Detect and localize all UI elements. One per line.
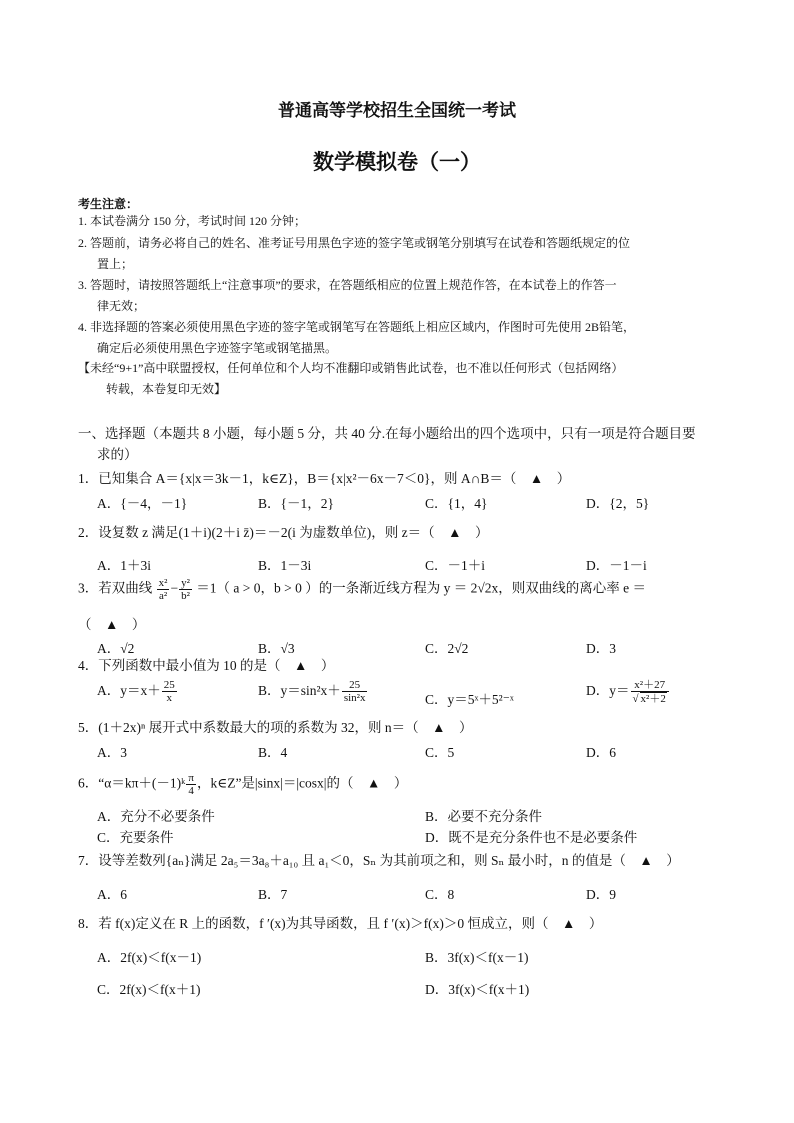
question-7-option-d[interactable]: D．9 <box>586 887 616 902</box>
question-5-option-c[interactable]: C．5 <box>425 745 455 760</box>
section-heading-cont: 求的） <box>97 447 138 462</box>
question-6-prefix: 6．“α＝kπ＋(－1)ᵏ <box>78 775 186 791</box>
question-1-option-b[interactable]: B．{－1，2} <box>258 496 334 511</box>
question-6-stem <box>78 772 407 797</box>
question-3-prefix: 3．若双曲线 <box>78 580 153 596</box>
notice-item-4: 4. 非选择题的答案必须使用黑色字迹的签字笔或钢笔写在答题纸上相应区域内，作图时可先使用 2B铅笔， <box>78 320 636 334</box>
question-3-option-d[interactable]: D．3 <box>586 641 616 656</box>
y-squared-over-b-squared: $\frac{\text{y²}}{\text{b²}}$ <box>181 577 190 602</box>
option-a-expr: A．y＝x＋ <box>97 683 161 698</box>
option-a-fraction: $\frac{25}{x}$ <box>163 679 175 705</box>
question-3-option-b[interactable]: B．√3 <box>258 641 295 656</box>
question-1-stem: 1．已知集合 A＝{x|x＝3k－1，k∈Z}，B＝{x|x²－6x－7＜0}，则 A∩B＝（ ▲ ） <box>78 471 571 486</box>
copyright-notice: 【未经“9+1”高中联盟授权，任何单位和个人均不准翻印或销售此试卷，也不准以任何形式（包括网络） <box>78 361 624 375</box>
question-5-option-d[interactable]: D．6 <box>586 745 616 760</box>
question-3-answer-slot: （ ▲ ） <box>78 617 146 632</box>
question-2-option-b[interactable]: B．1－3i <box>258 558 312 573</box>
option-b-fraction: $\frac{25}{\text{sin²x}}$ <box>343 679 366 705</box>
notice-item-4-cont: 确定后必须使用黑色字迹签字笔或钢笔描黑。 <box>97 341 338 355</box>
option-d-fraction: $\frac{\text{x²＋27}}{\text{√ x²＋2}}$ <box>631 679 669 705</box>
question-8-option-d[interactable]: D．3f(x)＜f(x＋1) <box>425 982 530 997</box>
option-d-expr: D．y＝ <box>586 683 630 699</box>
question-5-stem: 5．(1＋2x)ⁿ 展开式中系数最大的项的系数为 32，则 n＝（ ▲ ） <box>78 720 473 735</box>
option-b-expr: B．y＝sin²x＋ <box>258 683 341 698</box>
question-1-option-c[interactable]: C．{1，4} <box>425 496 488 511</box>
copyright-notice-cont: 转载，本卷复印无效】 <box>106 382 227 396</box>
question-4-option-d[interactable] <box>586 679 670 705</box>
question-2-option-d[interactable]: D．－1－i <box>586 558 647 573</box>
section-heading: 一、选择题（本题共 8 小题，每小题 5 分，共 40 分.在每小题给出的四个选项中，只有一项是符合题目要 <box>78 426 696 441</box>
question-1-option-d[interactable]: D．{2，5} <box>586 496 650 511</box>
notice-item-2: 2. 答题前，请务必将自己的姓名、准考证号用黑色字迹的签字笔或钢笔分别填写在试卷和答题纸规定的位 <box>78 236 631 250</box>
pi-over-four: $\frac{\pi}{4}$ <box>188 772 194 797</box>
sqrt-radicand: x²＋2 <box>640 693 666 705</box>
question-3-option-c[interactable]: C．2√2 <box>425 641 469 656</box>
notice-item-3-cont: 律无效； <box>97 299 146 313</box>
question-4-stem: 4．下列函数中最小值为 10 的是（ ▲ ） <box>78 658 335 673</box>
x-squared-over-a-squared: $\frac{\text{x²}}{\text{a²}}$ <box>158 577 168 602</box>
question-6-option-b[interactable]: B．必要不充分条件 <box>425 809 543 824</box>
exam-title: 普通高等学校招生全国统一考试 <box>278 101 516 121</box>
question-8-option-a[interactable]: A．2f(x)＜f(x－1) <box>97 950 202 965</box>
question-5-option-a[interactable]: A．3 <box>97 745 127 760</box>
notice-item-2-cont: 置上； <box>97 257 134 271</box>
question-2-stem: 2．设复数 z 满足(1＋i)(2＋i z̄)＝－2(i 为虚数单位)，则 z＝（ ▲ ） <box>78 525 489 540</box>
question-8-option-b[interactable]: B．3f(x)＜f(x－1) <box>425 950 529 965</box>
notice-heading: 考生注意： <box>78 197 139 211</box>
question-4-option-a[interactable] <box>97 679 178 704</box>
question-5-option-b[interactable]: B．4 <box>258 745 288 760</box>
notice-item-3: 3. 答题时，请按照答题纸上“注意事项”的要求，在答题纸相应的位置上规范作答，在本试卷上的作答一 <box>78 278 617 292</box>
question-6-option-c[interactable]: C．充要条件 <box>97 830 174 845</box>
question-7-option-c[interactable]: C．8 <box>425 887 455 902</box>
question-3-option-a[interactable]: A．√2 <box>97 641 135 656</box>
question-6-option-d[interactable]: D．既不是充分条件也不是必要条件 <box>425 830 638 845</box>
question-4-option-b[interactable] <box>258 679 368 704</box>
question-2-option-c[interactable]: C．－1＋i <box>425 558 486 573</box>
question-7-stem: 7．设等差数列{aₙ}满足 2a₅＝3a₈＋a₁₀ 且 a₁＜0，Sₙ 为其前项之和，则 Sₙ 最小时，n 的值是（ ▲ ） <box>78 853 680 868</box>
question-6-option-a[interactable]: A．充分不必要条件 <box>97 809 215 824</box>
question-8-stem: 8．若 f(x)定义在 R 上的函数，f ′(x)为其导函数，且 f ′(x)＞f(x)＞0 恒成立，则（ ▲ ） <box>78 916 603 931</box>
question-2-option-a[interactable]: A．1＋3i <box>97 558 151 573</box>
question-7-option-a[interactable]: A．6 <box>97 887 127 902</box>
exam-subtitle: 数学模拟卷（一） <box>313 150 481 174</box>
question-3-stem: 3．若双曲线 $\frac{\text{x²}}{\text{a²}}$ − $\frac{\text{y²}}{\text{b²}}$ ＝1（ a > 0，b > 0 ）的一条渐近线方程为 y ＝ 2√2x，则双曲线的离心率 e ＝ <box>78 577 646 602</box>
question-6-suffix: ，k∈Z”是|sinx|＝|cosx|的（ ▲ ） <box>196 775 408 791</box>
question-1-option-a[interactable]: A．{－4，－1} <box>97 496 188 511</box>
question-3-rest: ＝1（ a > 0，b > 0 ）的一条渐近线方程为 y ＝ 2√2x，则双曲线的离心率 e ＝ <box>196 580 646 596</box>
notice-item-1: 1. 本试卷满分 150 分，考试时间 120 分钟； <box>78 214 307 228</box>
question-4-option-c[interactable]: C．y＝5ˣ＋5²⁻ˣ <box>425 692 514 707</box>
question-7-option-b[interactable]: B．7 <box>258 887 288 902</box>
question-8-option-c[interactable]: C．2f(x)＜f(x＋1) <box>97 982 201 997</box>
